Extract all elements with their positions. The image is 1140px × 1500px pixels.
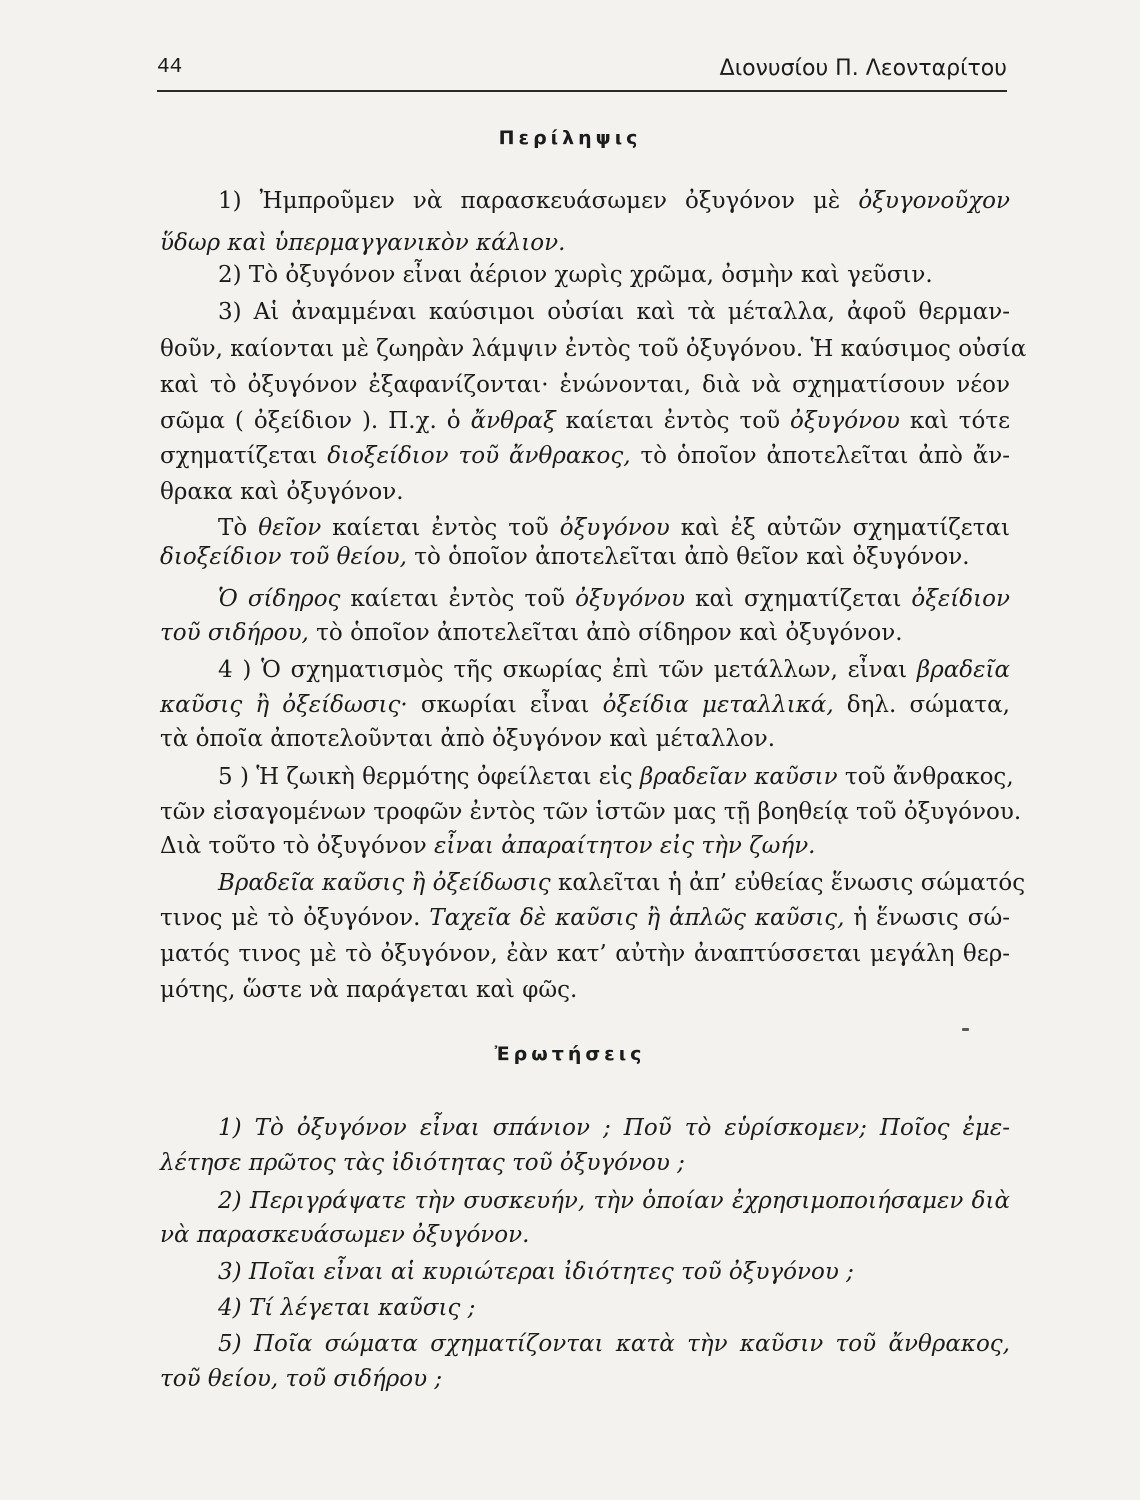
italic-text: νὰ παρασκευάσωμεν ὀξυγόνον. [160, 1222, 530, 1248]
question-line [160, 1113, 1010, 1143]
summary-line [160, 618, 1010, 648]
summary-line [160, 903, 1010, 933]
italic-text: βραδεῖαν καῦσιν [639, 764, 838, 790]
summary-line [160, 334, 1027, 364]
summary-line [160, 477, 1010, 507]
italic-text: Βραδεῖα καῦσις ἢ ὀξείδωσις [218, 870, 551, 896]
summary-line [160, 724, 1010, 754]
text-run: θοῦν, καίονται μὲ ζωηρὰν λάμψιν ἐντὸς τοῦ ὀξυγόνου. Ἡ καύσιμος οὐσία [160, 336, 1027, 362]
text-run: 1) Ἠμπροῦμεν νὰ παρασκευάσωμεν ὀξυγόνον μὲ [218, 188, 859, 214]
text-run: θρακα καὶ ὀξυγόνον. [160, 479, 404, 505]
text-run: καλεῖται ἡ ἀπ’ εὐθείας ἕνωσις σώματός [550, 870, 1026, 896]
italic-text: τοῦ σιδήρου, [160, 620, 309, 646]
text-run: καὶ ἐξ αὐτῶν σχηματίζεται [669, 515, 1010, 541]
text-run: Τὸ [218, 515, 259, 541]
italic-text: Ὁ σίδηρος [218, 586, 341, 612]
italic-text: ὀξείδια μεταλλικά, [602, 692, 834, 718]
italic-text: 4) Τί λέγεται καῦσις ; [218, 1295, 476, 1321]
summary-heading: Περίληψις [498, 127, 642, 149]
summary-line [160, 441, 1010, 471]
summary-line [160, 297, 1010, 327]
summary-line [160, 939, 1010, 969]
summary-line [160, 406, 1010, 436]
italic-text: ὀξυγονοῦχον [858, 188, 1010, 214]
summary-line [160, 655, 1010, 685]
text-run: καίεται ἐντὸς τοῦ [340, 586, 576, 612]
text-run: σκωρίαι εἶναι [407, 692, 603, 718]
italic-text: 5) Ποῖα σώματα σχηματίζονται κατὰ τὴν καῦσιν τοῦ ἄνθρακος, [218, 1331, 1010, 1357]
question-line [160, 1329, 1010, 1359]
italic-text: 1) Τὸ ὀξυγόνον εἶναι σπάνιον ; Ποῦ τὸ εὑρίσκομεν; Ποῖος ἐμε- [218, 1115, 1010, 1141]
italic-text: ὕδωρ καὶ ὑπερμαγγανικὸν κάλιον. [160, 230, 566, 256]
italic-text: καῦσις ἢ ὀξείδωσις· [160, 692, 408, 718]
italic-text: εἶναι ἀπαραίτητον εἰς τὴν ζωήν. [434, 833, 816, 859]
italic-text: βραδεῖα [916, 657, 1010, 683]
summary-line [160, 186, 1010, 216]
question-line [160, 1364, 1010, 1394]
text-run: μότης, ὥστε νὰ παράγεται καὶ φῶς. [160, 977, 578, 1003]
summary-line [160, 762, 1014, 792]
text-run: ματός τινος μὲ τὸ ὀξυγόνον, ἐὰν κατ’ αὐτὴν ἀναπτύσσεται μεγάλη θερ- [160, 941, 1010, 967]
italic-text: ἄνθραξ [470, 408, 556, 434]
italic-text: 3) Ποῖαι εἶναι αἱ κυριώτεραι ἰδιότητες τοῦ ὀξυγόνου ; [218, 1259, 854, 1285]
summary-line [160, 797, 1022, 827]
text-run: τὸ ὁποῖον ἀποτελεῖται ἀπὸ θεῖον καὶ ὀξυγόνον. [406, 544, 970, 570]
text-run: καὶ σχηματίζεται [685, 586, 912, 612]
text-run: σῶμα ( ὀξείδιον ). Π.χ. ὁ [160, 408, 471, 434]
page-number: 44 [157, 56, 183, 79]
running-head: Διονυσίου Π. Λεονταρίτου [719, 56, 1007, 81]
text-run: Διὰ τοῦτο τὸ ὀξυγόνον [160, 833, 435, 859]
question-line [160, 1293, 1010, 1323]
text-run: δηλ. σώματα, [833, 692, 1010, 718]
text-run: τὸ ὁποῖον ἀποτελεῖται ἀπὸ σίδηρον καὶ ὀξυγόνον. [308, 620, 903, 646]
text-run: τινος μὲ τὸ ὀξυγόνον. [160, 905, 430, 931]
summary-line [160, 831, 1010, 861]
question-line [160, 1186, 1010, 1216]
italic-text: τοῦ θείου, τοῦ σιδήρου ; [160, 1366, 443, 1392]
summary-line [160, 228, 1010, 258]
page-header [157, 56, 1007, 92]
summary-line [160, 542, 1010, 572]
summary-line [160, 690, 1010, 720]
summary-line [160, 975, 1010, 1005]
question-line [160, 1148, 1010, 1178]
italic-text: Ταχεῖα δὲ καῦσις ἢ ἁπλῶς καῦσις, [429, 905, 845, 931]
italic-text: ὀξυγόνου [790, 408, 900, 434]
text-run: καὶ τὸ ὀξυγόνον ἐξαφανίζονται· ἑνώνονται, διὰ νὰ σχηματίσουν νέον [160, 372, 1010, 398]
text-run: τὰ ὁποῖα ἀποτελοῦνται ἀπὸ ὀξυγόνον καὶ μέταλλον. [160, 726, 776, 752]
text-run: 3) Αἱ ἀναμμέναι καύσιμοι οὐσίαι καὶ τὰ μέταλλα, ἀφοῦ θερμαν- [218, 299, 1010, 325]
italic-text: ὀξείδιον [911, 586, 1010, 612]
text-run: τοῦ ἄνθρακος, [837, 764, 1014, 790]
summary-line [160, 868, 1026, 898]
italic-text: λέτησε πρῶτος τὰς ἰδιότητας τοῦ ὀξυγόνου ; [160, 1150, 685, 1176]
summary-line [160, 370, 1010, 400]
question-line [160, 1220, 1010, 1250]
italic-text: διοξείδιον τοῦ θείου, [160, 544, 407, 570]
text-run: τῶν εἰσαγομένων τροφῶν ἐντὸς τῶν ἱστῶν μας τῇ βοηθείᾳ τοῦ ὀξυγόνου. [160, 799, 1022, 825]
italic-text: θεῖον [258, 515, 322, 541]
text-run: καὶ τότε [899, 408, 1010, 434]
text-run: ἡ ἕνωσις σώ- [844, 905, 1010, 931]
summary-line [160, 260, 1010, 290]
print-speck [962, 1028, 969, 1031]
italic-text: ὀξυγόνου [559, 515, 670, 541]
summary-line [160, 513, 1010, 543]
text-run: καίεται ἐντὸς τοῦ [321, 515, 560, 541]
text-run: τὸ ὁποῖον ἀποτελεῖται ἀπὸ ἄν- [630, 443, 1010, 469]
italic-text: διοξείδιον τοῦ ἄνθρακος, [327, 443, 631, 469]
text-run: 5 ) Ἡ ζωικὴ θερμότης ὀφείλεται εἰς [218, 764, 640, 790]
question-line [160, 1257, 1010, 1287]
questions-heading: Ἐρωτήσεις [494, 1043, 646, 1065]
text-run: καίεται ἐντὸς τοῦ [555, 408, 791, 434]
italic-text: ὀξυγόνου [575, 586, 686, 612]
text-run: σχηματίζεται [160, 443, 328, 469]
summary-line [160, 584, 1010, 614]
text-run: 4 ) Ὁ σχηματισμὸς τῆς σκωρίας ἐπὶ τῶν μετάλλων, εἶναι [218, 657, 917, 683]
italic-text: 2) Περιγράψατε τὴν συσκευήν, τὴν ὁποίαν ἐχρησιμοποιήσαμεν διὰ [218, 1188, 1010, 1214]
text-run: 2) Τὸ ὀξυγόνον εἶναι ἀέριον χωρὶς χρῶμα, ὀσμὴν καὶ γεῦσιν. [218, 262, 933, 288]
